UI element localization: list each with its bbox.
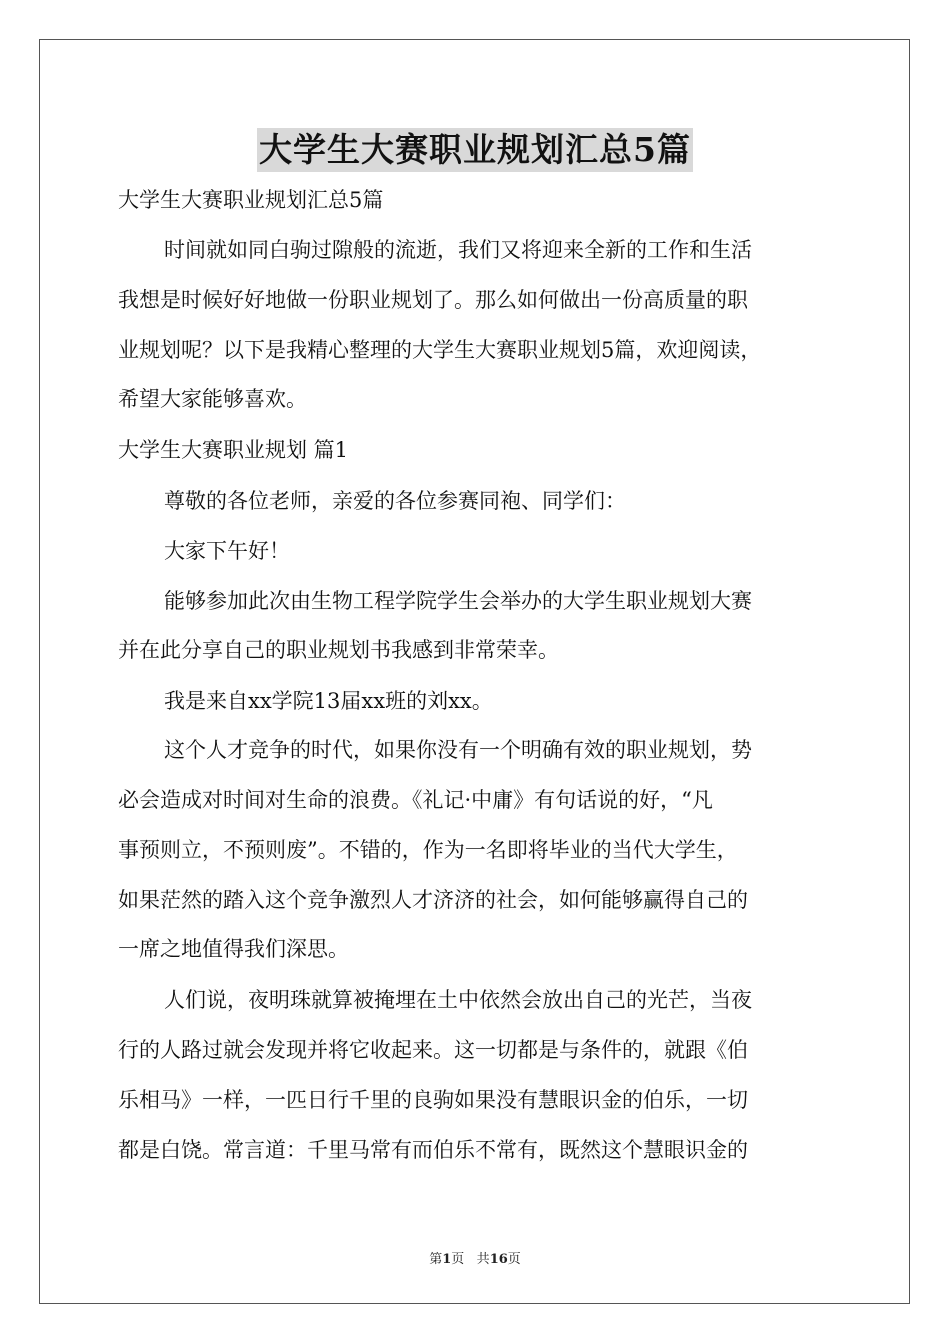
- paragraph-line: 我是来自xx学院13届xx班的刘xx。: [164, 689, 493, 713]
- paragraph-line: 时间就如同白驹过隙般的流逝，我们又将迎来全新的工作和生活: [164, 238, 752, 262]
- page-border: [39, 39, 910, 1304]
- paragraph-line: 必会造成对时间对生命的浪费。《礼记·中庸》有句话说的好，“凡: [118, 788, 713, 812]
- paragraph-line: 希望大家能够喜欢。: [118, 387, 307, 411]
- paragraph-line: 尊敬的各位老师，亲爱的各位参赛同袍、同学们：: [164, 489, 626, 513]
- page-number: 1: [442, 1252, 452, 1267]
- paragraph-line: 我想是时候好好地做一份职业规划了。那么如何做出一份高质量的职: [118, 288, 748, 312]
- paragraph-line: 事预则立，不预则废”。不错的，作为一名即将毕业的当代大学生，: [118, 838, 738, 862]
- page-suffix: 页: [451, 1252, 465, 1267]
- total-suffix: 页: [507, 1252, 521, 1267]
- paragraph-line: 大家下午好！: [164, 539, 290, 563]
- paragraph-line: 乐相马》一样，一匹日行千里的良驹如果没有慧眼识金的伯乐，一切: [118, 1088, 748, 1112]
- paragraph-line: 这个人才竞争的时代，如果你没有一个明确有效的职业规划，势: [164, 738, 752, 762]
- document-title-text: 大学生大赛职业规划汇总5篇: [257, 128, 693, 172]
- subtitle-line: 大学生大赛职业规划汇总5篇: [118, 188, 384, 212]
- page-footer: [0, 1248, 950, 1267]
- paragraph-line: 能够参加此次由生物工程学院学生会举办的大学生职业规划大赛: [164, 589, 752, 613]
- paragraph-line: 如果茫然的踏入这个竞争激烈人才济济的社会，如何能够赢得自己的: [118, 888, 748, 912]
- document-title: [0, 128, 950, 172]
- total-prefix: 共: [476, 1252, 490, 1267]
- paragraph-line: 都是白饶。常言道：千里马常有而伯乐不常有，既然这个慧眼识金的: [118, 1138, 748, 1162]
- paragraph-line: 人们说，夜明珠就算被掩埋在土中依然会放出自己的光芒，当夜: [164, 988, 752, 1012]
- page-prefix: 第: [429, 1252, 443, 1267]
- paragraph-line: 行的人路过就会发现并将它收起来。这一切都是与条件的，就跟《伯: [118, 1038, 748, 1062]
- section-heading: 大学生大赛职业规划 篇1: [118, 438, 349, 462]
- paragraph-line: 并在此分享自己的职业规划书我感到非常荣幸。: [118, 638, 559, 662]
- total-pages: 16: [489, 1252, 508, 1267]
- paragraph-line: 一席之地值得我们深思。: [118, 937, 349, 961]
- paragraph-line: 业规划呢？以下是我精心整理的大学生大赛职业规划5篇，欢迎阅读，: [118, 338, 762, 362]
